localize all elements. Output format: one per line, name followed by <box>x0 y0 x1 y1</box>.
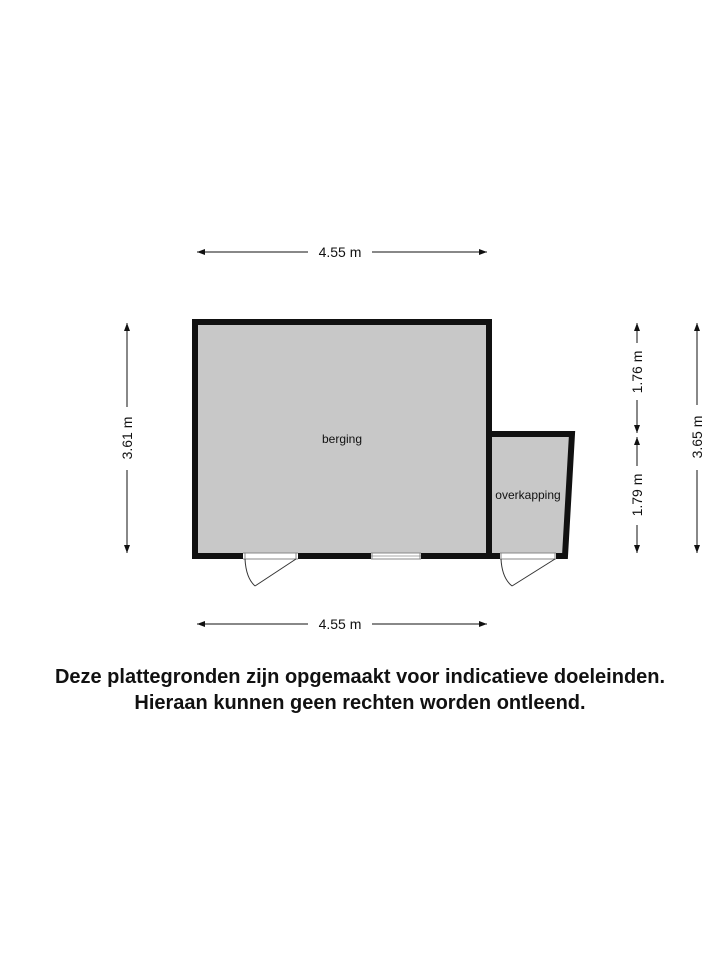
dimension-left <box>119 323 135 553</box>
dimension-right-lower-label: 1.79 m <box>629 473 645 517</box>
dimension-bottom-label: 4.55 m <box>318 616 362 632</box>
dimension-right-total-label: 3.65 m <box>689 415 705 459</box>
room-overkapping-label: overkapping <box>495 488 561 502</box>
door-overkapping <box>500 553 556 586</box>
dimension-top-label: 4.55 m <box>318 244 362 260</box>
dimension-right-upper <box>629 323 645 433</box>
room-berging <box>195 322 489 556</box>
disclaimer-line-2: Hieraan kunnen geen rechten worden ontleend. <box>134 692 586 714</box>
door-berging-left <box>243 553 298 586</box>
dimension-bottom <box>197 616 487 632</box>
dimension-right-upper-label: 1.76 m <box>629 350 645 394</box>
disclaimer-line-1: Deze plattegronden zijn opgemaakt voor indicatieve doeleinden. <box>54 666 666 688</box>
dimension-top <box>197 244 487 260</box>
room-berging-label: berging <box>321 432 363 446</box>
dimension-right-total <box>689 323 705 553</box>
window-berging <box>371 553 421 559</box>
dimension-right-lower <box>629 437 645 553</box>
room-overkapping <box>489 434 572 556</box>
dimension-left-label: 3.61 m <box>119 416 135 460</box>
